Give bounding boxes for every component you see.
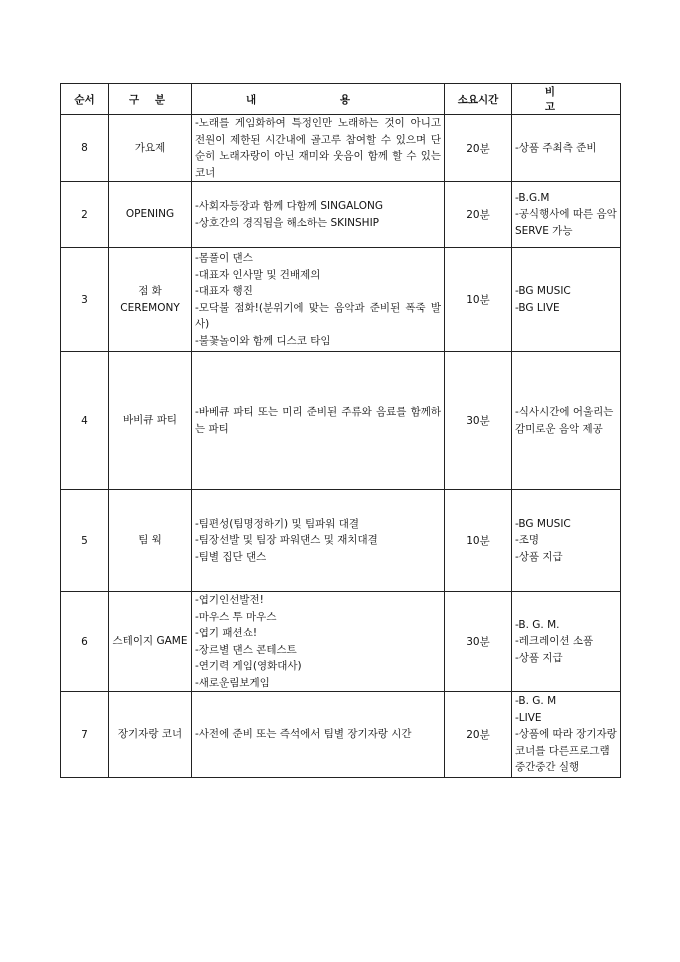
row-category: 장기자랑 코너 [109, 692, 192, 778]
row-content [192, 592, 445, 692]
content-line: -장르별 댄스 콘테스트 [195, 643, 297, 656]
row-category: 점 화 CEREMONY [109, 248, 192, 352]
content-line: -노래를 게임화하여 특정인만 노래하는 것이 아니고 전원이 제한된 시간내에 골고루 참여할 수 있으며 단순히 노래자랑이 아닌 재미와 웃음이 함께 할 수 있는 코너 [195, 117, 441, 179]
content-line: -불꽃놀이와 함께 디스코 타임 [195, 334, 331, 347]
row-category: 스테이지 GAME [109, 592, 192, 692]
note-line: -상품 지급 [515, 550, 563, 563]
row-category: 팀 웍 [109, 490, 192, 592]
row-content [192, 248, 445, 352]
content-line: -팀편성(팀명정하기) 및 팀파워 대결 [195, 517, 359, 530]
row-number: 5 [61, 490, 109, 592]
row-category: OPENING [109, 182, 192, 248]
content-line: -사전에 준비 또는 즉석에서 팀별 장기자랑 시간 [195, 728, 412, 741]
row-content [192, 182, 445, 248]
row-note [512, 490, 621, 592]
row-note [512, 115, 621, 182]
note-line: -상품에 따라 장기자랑코너를 다른프로그램 중간중간 실행 [515, 728, 617, 774]
row-number: 2 [61, 182, 109, 248]
row-duration: 20분 [445, 692, 512, 778]
table-row [61, 490, 621, 592]
note-line: -B.G.M [515, 191, 550, 204]
header-row [61, 84, 621, 115]
note-line: -상품 주최측 준비 [515, 141, 597, 154]
content-line: -사회자등장과 함께 다함께 SINGALONG [195, 200, 384, 212]
row-duration: 30분 [445, 352, 512, 490]
table-row [61, 592, 621, 692]
content-line: -마우스 투 마우스 [195, 610, 277, 623]
row-number: 8 [61, 115, 109, 182]
row-category: 바비큐 파티 [109, 352, 192, 490]
content-line: -엽기 패션쇼! [195, 627, 258, 639]
note-line: -LIVE [515, 711, 542, 724]
header-category: 구 분 [109, 84, 192, 115]
row-note [512, 592, 621, 692]
note-line: -B. G. M. [515, 618, 560, 631]
content-line: -몸풀이 댄스 [195, 252, 253, 264]
table-row [61, 182, 621, 248]
note-line: -식사시간에 어울리는 감미로운 음악 제공 [515, 406, 614, 435]
content-line: -엽기인선발전! [195, 594, 264, 606]
header-duration: 소요시간 [445, 84, 512, 115]
row-note [512, 248, 621, 352]
note-line: -공식행사에 따른 음악 SERVE 가능 [515, 208, 617, 237]
row-number: 3 [61, 248, 109, 352]
row-note [512, 182, 621, 248]
row-duration: 30분 [445, 592, 512, 692]
row-note [512, 692, 621, 778]
content-line: -팀장선발 및 팀장 파워댄스 및 재치대결 [195, 534, 378, 547]
note-line: -BG LIVE [515, 301, 560, 314]
note-line: -조명 [515, 534, 540, 547]
row-note [512, 352, 621, 490]
row-content [192, 352, 445, 490]
row-duration: 20분 [445, 115, 512, 182]
content-line: -모닥불 점화!(분위기에 맞는 음악과 준비된 폭죽 발사) [195, 301, 441, 330]
content-line: -팀별 집단 댄스 [195, 550, 267, 563]
content-line: -상호간의 경직됨을 해소하는 SKINSHIP [195, 216, 380, 229]
table-row [61, 248, 621, 352]
note-line: -상품 지급 [515, 651, 563, 664]
note-line: -BG MUSIC [515, 285, 571, 297]
note-line: -B. G. M [515, 695, 557, 708]
content-line: -대표자 행진 [195, 285, 253, 297]
row-duration: 10분 [445, 490, 512, 592]
row-content [192, 692, 445, 778]
note-line: -레크레이션 소품 [515, 635, 594, 648]
row-duration: 20분 [445, 182, 512, 248]
row-category: 가요제 [109, 115, 192, 182]
content-line: -새로운림보게임 [195, 676, 270, 689]
header-order: 순서 [61, 84, 109, 115]
row-duration: 10분 [445, 248, 512, 352]
table-row [61, 692, 621, 778]
row-number: 4 [61, 352, 109, 490]
note-line: -BG MUSIC [515, 517, 571, 530]
row-number: 6 [61, 592, 109, 692]
content-line: -바베큐 파티 또는 미리 준비된 주류와 음료를 함께하는 파티 [195, 406, 441, 435]
header-content: 내 용 [192, 84, 445, 115]
row-content [192, 115, 445, 182]
table-row [61, 352, 621, 490]
content-line: -연기력 게임(영화대사) [195, 660, 302, 672]
table-row [61, 115, 621, 182]
header-note: 비 고 [512, 84, 621, 115]
row-content [192, 490, 445, 592]
schedule-table [60, 83, 621, 778]
content-line: -대표자 인사말 및 건배제의 [195, 268, 321, 281]
row-number: 7 [61, 692, 109, 778]
